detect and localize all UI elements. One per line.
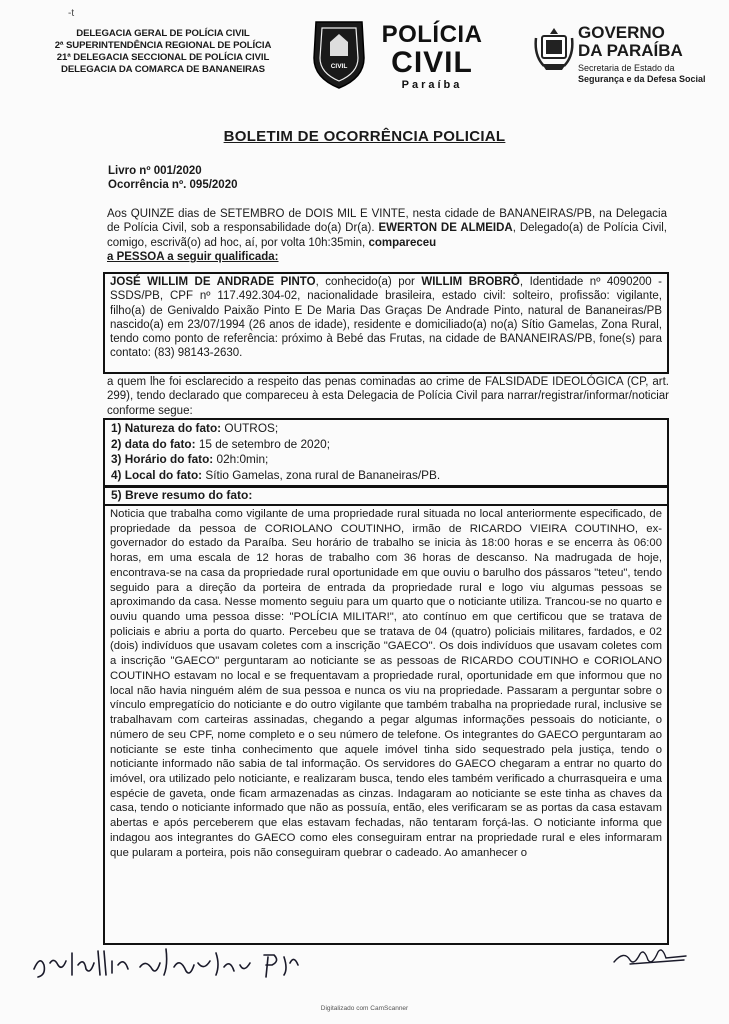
handwritten-signature	[28, 935, 308, 985]
fact-value: Sítio Gamelas, zona rural de Bananeiras/PB.	[202, 467, 441, 482]
brand-line-1: POLÍCIA	[381, 21, 483, 48]
warning-paragraph: a quem lhe foi esclarecido a respeito das penas cominadas ao crime de FALSIDADE IDEOLÓGICA (CP, art. 299), tendo declarado que compareceu à esta Delegacia de Polícia Civil para narrar/registrar/informar/noticiar conforme segue:	[107, 376, 669, 417]
gov-sub-1: Secretaria de Estado da	[578, 63, 675, 73]
fact-label: 3) Horário do fato:	[111, 452, 214, 466]
institution-header	[28, 28, 298, 76]
intro-text-2: , Delegado(a) de Polícia Civil, comigo, escrivã(o) ad hoc, aí, por volta 10h:35min,	[107, 222, 667, 249]
delegado-name: EWERTON DE ALMEIDA	[378, 222, 513, 235]
intro-bold: compareceu	[368, 236, 437, 249]
fact-label: 1) Natureza do fato:	[111, 421, 222, 435]
governo-paraiba-logo	[578, 24, 718, 85]
fact-item	[111, 452, 661, 468]
brand-line-2: CIVIL	[391, 46, 473, 79]
document-title: BOLETIM DE OCORRÊNCIA POLICIAL	[223, 128, 506, 145]
fact-item	[111, 468, 661, 484]
intro-paragraph	[107, 207, 667, 264]
gov-line-2: DA PARAÍBA	[578, 41, 683, 60]
brand-line-3: Paraíba	[401, 79, 463, 91]
person-details: , Identidade nº 4090200 - SSDS/PB, CPF nº 117.492.304-02, nacionalidade brasileira, estado civil: solteiro, profissão: vigilante, filho(a) de Genivaldo Paixão Pinto E De Maria Das Graças De Andrade Pinto, natural de Bananeiras/PB nascido(a) em 23/07/1994 (26 anos de idade), residente e domiciliado(a) no(a) Sítio Gamelas, Zona Rural, tendo como ponto de referência: próximo à Bebé das Frutas, na cidade de BANANEIRAS/PB, fone(s) para contato: (83) 98143-2630.	[110, 276, 662, 360]
police-badge-icon	[310, 18, 368, 90]
fact-label: 2) data do fato:	[111, 436, 196, 451]
facts-box	[103, 418, 669, 488]
header-line-1: DELEGACIA GERAL DE POLÍCIA CIVIL	[76, 28, 250, 39]
person-known: , conhecido(a) por	[315, 276, 422, 288]
intro-text: Aos QUINZE dias de SETEMBRO de DOIS MIL E VINTE, nesta cidade de BANANEIRAS/PB, na Delegacia de Polícia Civil, sob a responsabilidade do(a) Dr(a).	[107, 208, 667, 235]
person-name: JOSÉ WILLIM DE ANDRADE PINTO	[110, 276, 316, 288]
fact-value: 15 de setembro de 2020;	[195, 436, 330, 451]
livro-number: Livro nº 001/2020	[108, 165, 202, 177]
header-line-3: 21ª DELEGACIA SECCIONAL DE POLÍCIA CIVIL	[56, 52, 270, 63]
badge-text: CIVIL	[330, 63, 348, 70]
resumo-text: Noticia que trabalha como vigilante de uma propriedade rural situada no local anteriormente especificado, de propriedade da pessoa de CORIOLANO COUTINHO, irmão de RICARDO VIEIRA COUTINHO, ex-governador do estado da Paraíba. Seu horário de trabalho se inicia às 18:00 horas e se encerra às 06:00 horas, em uma escala de 12 horas de trabalho com 36 horas de descanso. Na madrugada de hoje, encontrava-se na casa da propriedade rural oportunidade em que ouviu o barulho dos pássaros "teteu", tendo seguido para a direção da porteira de entrada da propriedade rural e logo viu algumas pessoas se aproximando da casa. Nesse momento seguiu para um quarto que o noticiante utiliza. Trancou-se no quarto e ouviu quando uma pessoa disse: "POLÍCIA MILITAR!", ato contínuo em que certificou que se tratava de policiais e abriu a porta do quarto. Percebeu que se tratava de 04 (quatro) policiais militares, fardados, e 02 (dois) indivíduos que usavam coletes com a inscrição "GAECO". Os dois indivíduos que usavam coletes com a inscrição "GAECO" perguntaram ao noticiante se as pessoas de RICARDO COUTINHO e CORIOLANO COUTINHO estavam no local e se frequentavam a propriedade rural, oportunidade em que informou que no local não havia ninguém além de sua pessoa e nunca os viu na propriedade. Passaram a perguntar sobre o vínculo empregatício do noticiante e do outro vigilante que também trabalha na propriedade rural, inclusive se trabalhavam com carteiras assinadas, chegando a pegar algumas informações pessoais do noticiante, o número de seu CPF, nome completo e o seu número de telefone. Os integrantes do GAECO perguntaram ao noticiante se este tinha conhecimento que aquele imóvel tinha sido sequestrado pela justiça, tendo o noticiante informado não sabia de tal informação. Os servidores do GAECO chegaram a entrar no quarto do imóvel, ora utilizado pelo noticiante, e realizaram busca, tendo eles também verificado a churrasqueira e uma espécie de gaveta, onde ficam armazenadas as cinzas. Indagaram ao noticiante se este tinha as chaves da casa, tendo o noticiante informado que não as possuía, então, eles verificaram se as portas da casa estavam abertas e após perceberem que elas estavam fechadas, não tentaram forçá-las. O noticiante informa que indagou aos integrantes do GAECO como eles conseguiram entrar na propriedade rural e eles informaram que pularam a porteira, pois não conseguiram quebrar o cadeado. Ao amanhecer o	[110, 508, 662, 859]
resumo-box	[103, 485, 669, 945]
rubric-signature	[610, 940, 690, 970]
fact-label: 4) Local do fato:	[111, 467, 203, 482]
person-nickname: WILLIM BROBRÔ	[421, 276, 520, 288]
scanner-footer: Digitalizado com CamScanner	[320, 1005, 409, 1012]
corner-mark: -t	[68, 8, 75, 19]
gov-line-1: GOVERNO	[578, 23, 665, 42]
fact-item	[111, 421, 661, 437]
document-meta	[108, 164, 238, 192]
policia-civil-logo	[372, 22, 492, 92]
coat-of-arms-icon	[534, 26, 574, 74]
header-line-2: 2ª SUPERINTENDÊNCIA REGIONAL DE POLÍCIA	[54, 40, 272, 51]
intro-last-line: a PESSOA a seguir qualificada:	[107, 250, 279, 263]
person-qualification-box	[103, 272, 669, 374]
resumo-heading: 5) Breve resumo do fato:	[105, 487, 667, 506]
gov-sub-2: Segurança e da Defesa Social	[578, 74, 706, 84]
ocorrencia-number: Ocorrência nº. 095/2020	[108, 179, 238, 191]
fact-value: OUTROS;	[221, 421, 279, 435]
header-line-4: DELEGACIA DA COMARCA DE BANANEIRAS	[61, 64, 265, 75]
fact-item	[111, 437, 661, 453]
fact-value: 02h:0min;	[213, 452, 269, 466]
